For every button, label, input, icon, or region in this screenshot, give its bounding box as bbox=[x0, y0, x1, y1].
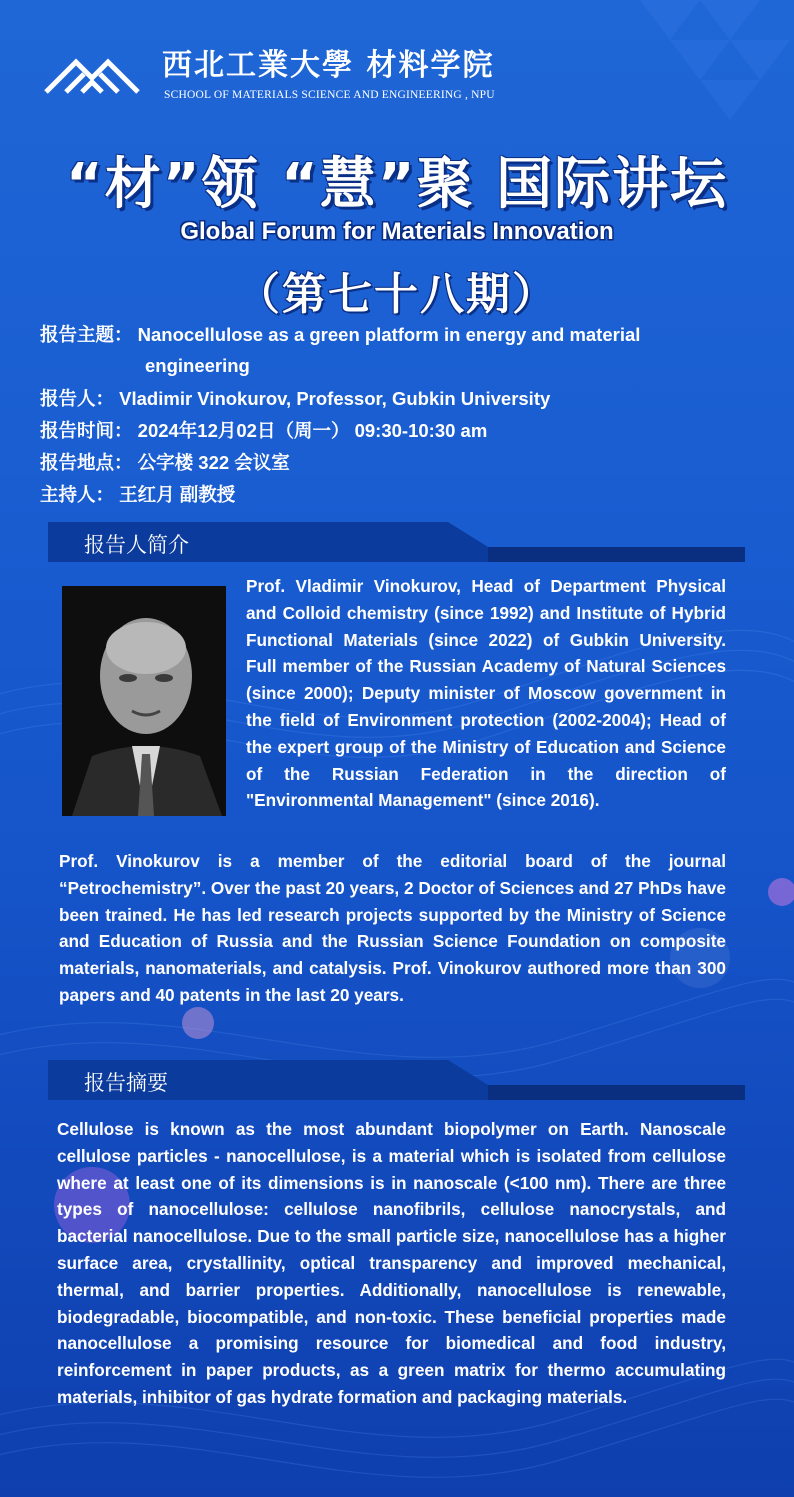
host-value: 王红月 副教授 bbox=[119, 484, 236, 505]
speaker-photo bbox=[62, 586, 226, 816]
issue-number: （第七十八期） bbox=[236, 269, 558, 320]
school-name-cn: 西北工業大學 材料学院 bbox=[162, 48, 495, 83]
forum-subtitle-en: Global Forum for Materials Innovation bbox=[180, 218, 614, 245]
place-label: 报告地点： bbox=[40, 453, 133, 474]
speaker-label: 报告人： bbox=[40, 389, 115, 410]
bio-section-title: 报告人简介 bbox=[84, 533, 189, 557]
place-row bbox=[40, 451, 290, 476]
topic-row bbox=[40, 323, 640, 348]
time-row bbox=[40, 419, 487, 444]
place-value: 公字楼 322 会议室 bbox=[137, 452, 290, 473]
school-name-en: SCHOOL OF MATERIALS SCIENCE AND ENGINEERING , NPU bbox=[164, 89, 495, 101]
speaker-value: Vladimir Vinokurov, Professor, Gubkin University bbox=[119, 388, 551, 409]
topic-value: Nanocellulose as a green platform in energy and material bbox=[137, 324, 641, 345]
speaker-row bbox=[40, 387, 550, 412]
speaker-portrait-icon bbox=[62, 586, 226, 816]
abstract-section-title: 报告摘要 bbox=[84, 1071, 168, 1095]
topic-label: 报告主题： bbox=[40, 325, 133, 346]
topic-value-line2: engineering bbox=[145, 355, 250, 376]
abstract-paragraph: Cellulose is known as the most abundant biopolymer on Earth. Nanoscale cellulose particles - nanocellulose, is a material which is isolated from cellulose where at least one of its dimensions is in nanoscale (<100 nm). There are three types of nanocellulose: cellulose nanofibrils, cellulose nanocrystals, and bacterial nanocellulose. Due to the small particle size, nanocellulose has a higher surface area, crystallinity, optical transparency and improved mechanical, thermal, and barrier properties. Additionally, nanocellulose is renewable, biodegradable, biocompatible, and non-toxic. These beneficial properties made nanocellulose a promising resource for biomedical and food industry, reinforcement in paper products, as a green matrix for thermo accumulating materials, inhibitor of gas hydrate formation and packaging materials. bbox=[57, 1119, 726, 1407]
bio-paragraph-2: Prof. Vinokurov is a member of the editorial board of the journal “Petrochemistry”. Over the past 20 years, 2 Doctor of Sciences and 27 PhDs have been trained. He has led research projects supported by the Ministry of Science and Education of Russia and the Russian Science Foundation on composite materials, nanomaterials, and catalysis. Prof. Vinokurov authored more than 300 papers and 40 patents in the last 20 years. bbox=[59, 851, 726, 1005]
forum-title: “材”领 “慧”聚 国际讲坛 bbox=[65, 152, 729, 217]
time-value: 2024年12月02日（周一） 09:30-10:30 am bbox=[137, 420, 488, 441]
bio-paragraph-1: Prof. Vladimir Vinokurov, Head of Department Physical and Colloid chemistry (since 1992) and Institute of Hybrid Functional Materials (since 2022) of Gubkin University. Full member of the Russian Academy of Natural Sciences (since 2000); Deputy minister of Moscow government in the field of Environment protection (2002-2004); Head of the expert group of the Ministry of Education and Science of the Russian Federation in the direction of "Environmental Management" (since 2016). bbox=[246, 576, 726, 811]
host-label: 主持人： bbox=[40, 485, 115, 506]
time-label: 报告时间： bbox=[40, 421, 133, 442]
host-row bbox=[40, 483, 235, 508]
npu-logo-icon bbox=[42, 48, 142, 98]
